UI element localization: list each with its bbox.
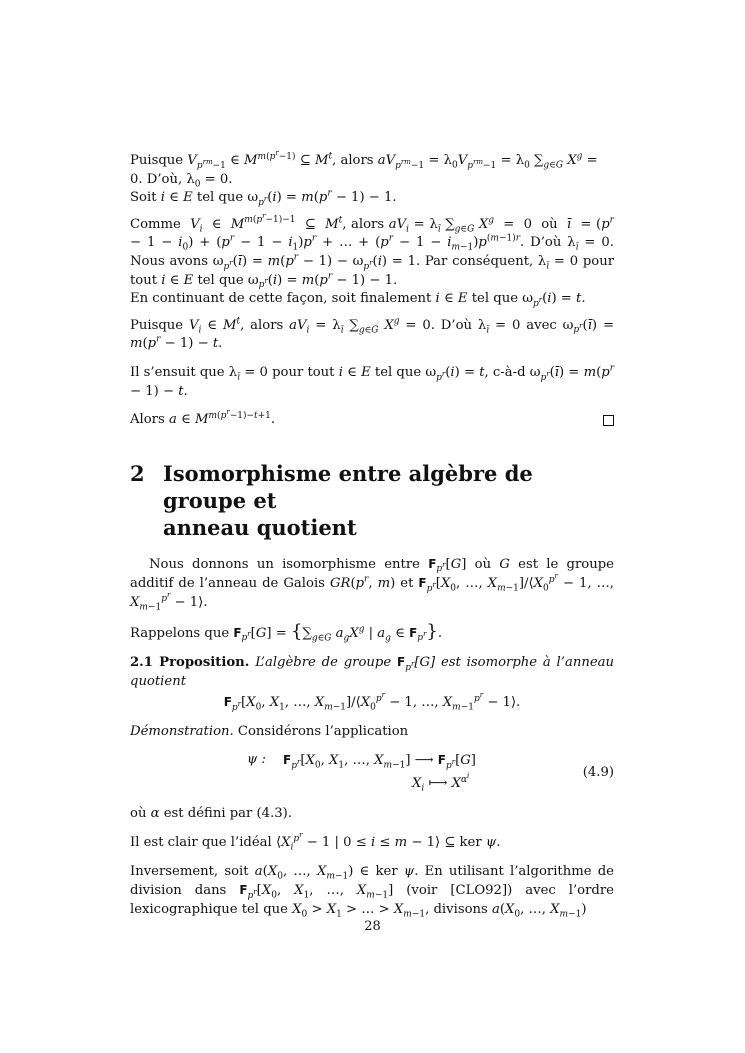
equation-row-2: $X_i$ ⟼ $X^{\alpha^i}$ [412,772,470,795]
paragraph-1: Puisque $V_{p^{rm}-1}$ ∈ $M^{m(p^r-1)}$ ⊆ $M^t$, alors $aV_{p^{rm}-1} = \lambda_0V_{p^{rm}-1} = \lambda_0$ $\sum_{g\in G}$ $X^g$ = 0. D’où, $\lambda_0 = 0$. [130,148,598,190]
section-title: Isomorphisme entre algèbre de groupe et anneau quotient [163,460,533,540]
page-number: 28 [364,919,381,934]
demonstration-label: Démonstration. [130,723,234,739]
paragraph-2: Soit i ∈ E tel que $\omega_{p^r}(i) = m(p^r - 1) - 1$. [130,188,397,208]
paragraph-4: En continuant de cette façon, soit finalement i ∈ E tel que $\omega_{p^r}(i) = t$. [130,291,586,309]
proposition-formula: $F_{p^r}[X_0$, $X_1$, …, $X_{m-1}]/⟨X_0^{p^r} - 1$, …, $X_{m-1}^{p^r}$ − 1⟩. [223,690,521,713]
alpha-definition: où α est défini par (4.3). [130,806,292,822]
demonstration-text: Considérons l’application [237,723,409,739]
intro-paragraph: Nous donnons un isomorphisme entre $F_{p^r}[G]$ où G est le groupe additif de l’anneau de Galois $GR(p^r$, m) et $F_{p^r}[X_0$, …, $X_{m-1}]/⟨X_0^{p^r} - 1$, …, $X_{m-1}^{p^r}$ − 1⟩. [130,556,614,613]
page-body [130,148,615,920]
paragraph-6: Il s’ensuit que $\lambda_ī = 0$ pour tout i ∈ E tel que $\omega_{p^r}(i) = t$, c-à-d $\omega_{p^r}(ī) = m(p^r - 1) - t$. [130,363,614,399]
paragraph-5: Puisque $V_i$ ∈ $M^t$, alors $aV_i = \lambda_ī$ $\sum_{g\in G}$ $X^g = 0$. D’où $\lambda_ī = 0$ avec $\omega_{p^r}(ī) = m(p^r - 1) - t$. [130,316,614,352]
proposition-text: L’algèbre de groupe $F_{p^r}[G]$ est isomorphe à l’anneau quotient [130,655,614,689]
paragraph-3: Comme $V_i$ ∈ $M^{m(p^r-1)-1}$ ⊆ $M^t$, alors $aV_i = \lambda_ī$ $\sum_{g\in G}$ $X^g = 0$ où ī = $(p^r - 1 - i_0) + (p^r - 1 - i_1)p^r$ + … + $(p^r - 1 - i_{m-1})p^{(m-1)r}$. D’où $\lambda_ī = 0$. Nous avons $\omega_{p^r}(ī) = m(p^r - 1) - \omega_{p^r}(i) = 1$. Par conséquent, $\lambda_ī = 0$ pour tout i ∈ E tel que $\omega_{p^r}(i) = m(p^r - 1) - 1$. [130,212,615,291]
qed-square-icon [603,415,614,426]
equation-number: (4.9) [582,765,614,781]
demonstration-paragraph [130,723,614,742]
inversement-paragraph: Inversement, soit $a(X_0$, …, $X_{m-1}$) ∈ ker ψ. En utilisant l’algorithme de division dans $F_{p^r}[X_0$, $X_1$, …, $X_{m-1}$] (voir [CLO92]) avec l’ordre lexicographique tel que $X_0 > X_1$ > … > $X_{m-1}$, divisons $a(X_0$, …, $X_{m-1}$) [130,863,614,920]
ideal-paragraph: Il est clair que l’idéal $⟨X_i^{p^r} - 1$ | 0 ≤ i ≤ m − 1⟩ ⊆ ker ψ. [130,830,501,853]
rappelons-paragraph: Rappelons que $F_{p^r}[G] = \{\sum_{g\in G}$ $a_gX^g$ | $a_g$ ∈ $F_{p^r}$}. [130,620,443,644]
equation-row-1: $F_{p^r}[X_0$, $X_1$, …, $X_{m-1}$] ⟶ $F_{p^r}[G]$ [283,753,476,772]
proposition-2-1 [130,653,614,691]
paragraph-7: Alors a ∈ $M^{m(p^r-1)-t+1}$. [130,411,614,430]
equation-lhs: ψ : [247,752,266,768]
proposition-label: 2.1 Proposition. [130,655,250,671]
equation-4-9 [130,751,614,797]
section-number: 2 [130,460,145,486]
section-heading [130,460,614,541]
